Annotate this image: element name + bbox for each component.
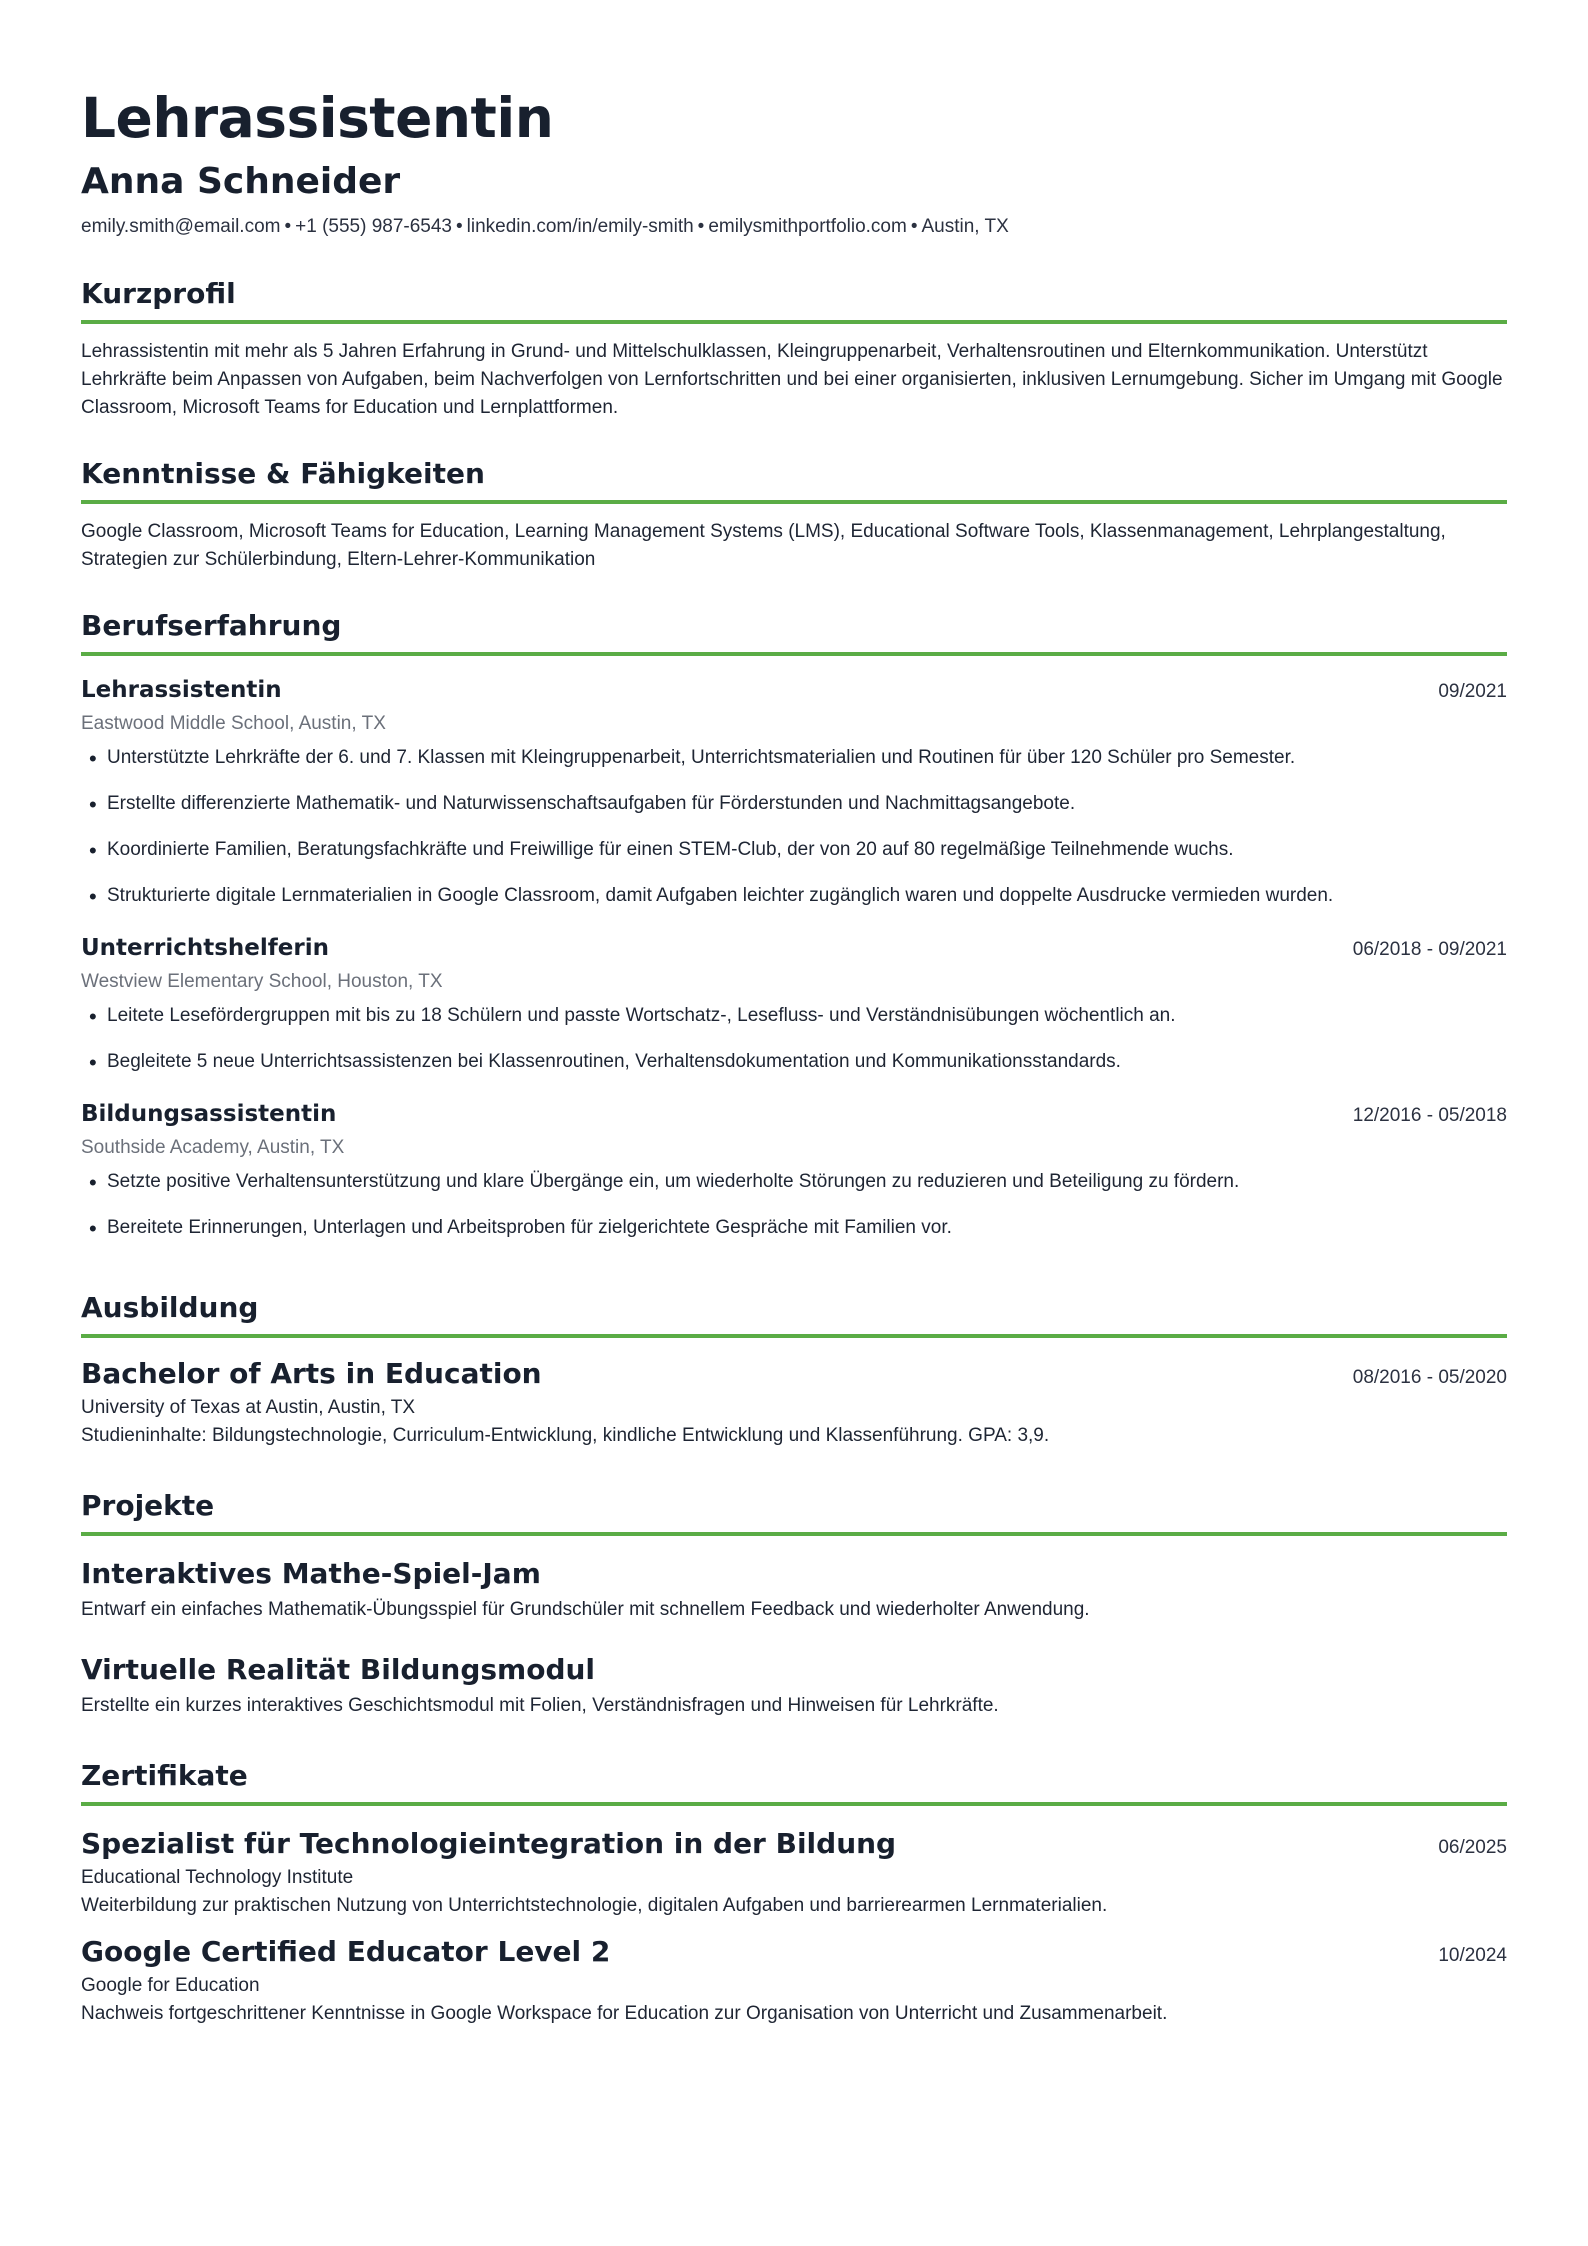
bullet-text: Strukturierte digitale Lernmaterialien in Google Classroom, damit Aufgaben leichter zugänglich waren und doppelte Ausdrucke vermieden wurden.	[107, 885, 1334, 906]
bullet-text: Begleitete 5 neue Unterrichtsassistenzen bei Klassenroutinen, Verhaltensdokumentation und Kommunikationsstandards.	[107, 1051, 1121, 1072]
summary-text: Lehrassistentin mit mehr als 5 Jahren Erfahrung in Grund- und Mittelschulklassen, Kleingruppenarbeit, Verhaltensroutinen und Elternkommunikation. Unterstützt Lehrkräfte beim Anpassen von Aufgaben, beim Nachverfolgen von Lernfortschritten und bei einer organisierten, inklusiven Lernumgebung. Sicher im Umgang mit Google Classroom, Microsoft Teams for Education und Lernplattformen.	[81, 341, 1503, 418]
job-date: 12/2016 - 05/2018	[1352, 1105, 1507, 1126]
education-date: 08/2016 - 05/2020	[1352, 1367, 1507, 1388]
skills-section	[81, 456, 1507, 574]
bullet-text: Unterstützte Lehrkräfte der 6. und 7. Klassen mit Kleingruppenarbeit, Unterrichtsmaterialien und Routinen für über 120 Schüler pro Semester.	[107, 747, 1296, 768]
job-entry	[81, 674, 1507, 910]
bullet-icon: •	[89, 1216, 97, 1241]
bullet-icon: •	[89, 746, 97, 771]
projects-heading: Projekte	[81, 1488, 1507, 1536]
list-item	[89, 882, 1507, 910]
contact-location: Austin, TX	[921, 216, 1009, 237]
certificate-issuer: Google for Education	[81, 1975, 260, 1996]
candidate-name: Anna Schneider	[81, 161, 401, 202]
job-entry	[81, 1098, 1507, 1242]
certificates-section	[81, 1758, 1507, 2028]
certificate-issuer: Educational Technology Institute	[81, 1867, 354, 1888]
project-entry	[81, 1556, 1507, 1624]
education-heading: Ausbildung	[81, 1290, 1507, 1338]
job-organization: Southside Academy, Austin, TX	[81, 1137, 345, 1158]
project-title: Interaktives Mathe-Spiel-Jam	[81, 1557, 541, 1590]
degree-title: Bachelor of Arts in Education	[81, 1357, 542, 1390]
bullet-icon: •	[89, 884, 97, 909]
certificate-entry	[81, 1826, 1507, 1920]
bullet-text: Erstellte differenzierte Mathematik- und Naturwissenschaftsaufgaben für Förderstunden und Nachmittagsangebote.	[107, 793, 1076, 814]
bullet-text: Leitete Lesefördergruppen mit bis zu 18 Schülern und passte Wortschatz-, Lesefluss- und Verständnisübungen wöchentlich an.	[107, 1005, 1176, 1026]
contact-phone[interactable]: +1 (555) 987-6543	[295, 216, 452, 237]
contact-separator: •	[284, 216, 292, 237]
job-date: 09/2021	[1438, 681, 1507, 702]
project-text: Entwarf ein einfaches Mathematik-Übungsspiel für Grundschüler mit schnellem Feedback und wiederholter Anwendung.	[81, 1599, 1090, 1620]
list-item	[89, 836, 1507, 864]
skills-heading: Kenntnisse & Fähigkeiten	[81, 456, 1507, 504]
job-title: Bildungsassistentin	[81, 1101, 337, 1127]
bullet-text: Setzte positive Verhaltensunterstützung und klare Übergänge ein, um wiederholte Störungen zu reduzieren und Beteiligung zu fördern.	[107, 1171, 1240, 1192]
contact-line	[81, 214, 1507, 240]
contact-linkedin[interactable]: linkedin.com/in/emily-smith	[466, 216, 694, 237]
school-name: University of Texas at Austin, Austin, TX	[81, 1397, 416, 1418]
resume-title: Lehrassistentin	[81, 86, 554, 150]
bullet-icon: •	[89, 838, 97, 863]
bullet-text: Bereitete Erinnerungen, Unterlagen und Arbeitsproben für zielgerichtete Gespräche mit Familien vor.	[107, 1217, 952, 1238]
contact-email[interactable]: emily.smith@email.com	[81, 216, 281, 237]
certificates-heading: Zertifikate	[81, 1758, 1507, 1806]
certificate-entry	[81, 1934, 1507, 2028]
education-details: Studieninhalte: Bildungstechnologie, Curriculum-Entwicklung, kindliche Entwicklung und Klassenführung. GPA: 3,9.	[81, 1425, 1050, 1446]
job-bullets	[81, 1002, 1507, 1076]
certificate-date: 10/2024	[1438, 1945, 1507, 1966]
job-date: 06/2018 - 09/2021	[1352, 939, 1507, 960]
project-entry	[81, 1652, 1507, 1720]
bullet-icon: •	[89, 1050, 97, 1075]
project-text: Erstellte ein kurzes interaktives Geschichtsmodul mit Folien, Verständnisfragen und Hinweisen für Lehrkräfte.	[81, 1695, 999, 1716]
job-bullets	[81, 1168, 1507, 1242]
skills-text: Google Classroom, Microsoft Teams for Education, Learning Management Systems (LMS), Educational Software Tools, Klassenmanagement, Lehrplangestaltung, Strategien zur Schülerbindung, Eltern-Lehrer-Kommunikation	[81, 521, 1446, 570]
summary-heading: Kurzprofil	[81, 276, 1507, 324]
project-title: Virtuelle Realität Bildungsmodul	[81, 1653, 596, 1686]
certificate-text: Nachweis fortgeschrittener Kenntnisse in Google Workspace for Education zur Organisation von Unterricht und Zusammenarbeit.	[81, 2003, 1168, 2024]
list-item	[89, 744, 1507, 772]
job-entry	[81, 932, 1507, 1076]
job-title: Lehrassistentin	[81, 677, 282, 703]
bullet-icon: •	[89, 792, 97, 817]
experience-heading: Berufserfahrung	[81, 608, 1507, 656]
list-item	[89, 1168, 1507, 1196]
bullet-icon: •	[89, 1170, 97, 1195]
list-item	[89, 1214, 1507, 1242]
list-item	[89, 1002, 1507, 1030]
job-title: Unterrichtshelferin	[81, 935, 329, 961]
summary-section	[81, 276, 1507, 422]
certificate-title: Spezialist für Technologieintegration in der Bildung	[81, 1827, 897, 1860]
job-organization: Eastwood Middle School, Austin, TX	[81, 713, 386, 734]
certificate-text: Weiterbildung zur praktischen Nutzung von Unterrichtstechnologie, digitalen Aufgaben und barrierearmen Lernmaterialien.	[81, 1895, 1108, 1916]
contact-separator: •	[456, 216, 463, 237]
job-bullets	[81, 744, 1507, 910]
list-item	[89, 790, 1507, 818]
projects-section	[81, 1488, 1507, 1720]
education-entry	[81, 1356, 1507, 1450]
certificate-date: 06/2025	[1438, 1837, 1507, 1858]
experience-section	[81, 608, 1507, 1242]
education-section	[81, 1290, 1507, 1450]
job-organization: Westview Elementary School, Houston, TX	[81, 971, 443, 992]
contact-separator: •	[910, 216, 918, 237]
list-item	[89, 1048, 1507, 1076]
contact-separator: •	[697, 216, 705, 237]
bullet-icon: •	[89, 1004, 97, 1029]
bullet-text: Koordinierte Familien, Beratungsfachkräfte und Freiwillige für einen STEM-Club, der von 20 auf 80 regelmäßige Teilnehmende wuchs.	[107, 839, 1234, 860]
certificate-title: Google Certified Educator Level 2	[81, 1935, 611, 1968]
contact-portfolio[interactable]: emilysmithportfolio.com	[708, 216, 907, 237]
